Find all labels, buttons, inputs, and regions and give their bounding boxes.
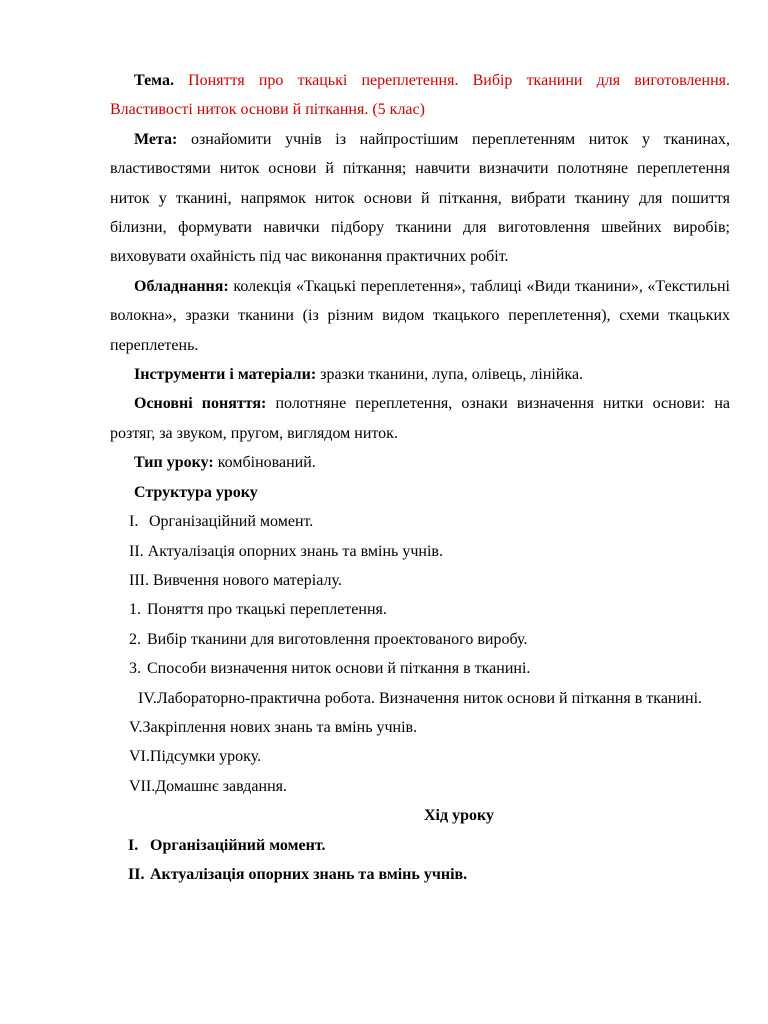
lesson-type-paragraph (110, 448, 730, 477)
progress-item-2: II. Актуалізація опорних знань та вмінь учнів. (128, 865, 468, 883)
topic-text: Поняття про ткацькі переплетення. Вибір тканини для виготовлення. Властивості ниток основи й піткання. (5 клас) (110, 72, 731, 119)
concepts-label: Основні поняття: (134, 395, 267, 413)
lesson-type-text: комбінований. (217, 454, 316, 472)
structure-item-1: I. Організаційний момент. (129, 513, 314, 531)
structure-item-7: VII.Домашнє завдання. (129, 777, 287, 795)
topic-label: Тема. (134, 72, 174, 89)
goal-paragraph (110, 125, 730, 272)
lesson-type-label: Тип уроку: (134, 454, 214, 472)
structure-item-2: II. Актуалізація опорних знань та вмінь учнів. (129, 542, 443, 560)
goal-label: Мета: (134, 130, 178, 148)
structure-item-6: VI.Підсумки уроку. (129, 748, 262, 766)
equipment-paragraph (110, 272, 730, 360)
goal-text: ознайомити учнів із найпростішим переплетенням ниток у тканинах, властивостями ниток основи й піткання; навчити визначити полотняне переплетення ниток у тканині, напрямок ниток основи й піткання, вибрати тканину для пошиття білизни, формувати навички підбору тканини для виготовлення швейних виробів; виховувати охайність під час виконання практичних робіт. (110, 130, 730, 266)
concepts-text: полотняне переплетення, ознаки визначення нитки основи: на розтяг, за звуком, пругом, виглядом ниток. (110, 395, 730, 442)
structure-heading: Структура уроку (134, 483, 258, 501)
structure-subitem-2: 2. Вибір тканини для виготовлення проектованого виробу. (129, 630, 528, 648)
structure-item-4: IV.Лабораторно-практична робота. Визначення ниток основи й піткання в тканині. (138, 689, 703, 707)
structure-subitem-3: 3. Способи визначення ниток основи й піткання в тканині. (129, 660, 531, 678)
tools-paragraph (110, 360, 730, 389)
structure-item-3: III. Вивчення нового матеріалу. (129, 571, 342, 589)
equipment-text: колекція «Ткацькі переплетення», таблиці «Види тканини», «Текстильні волокна», зразки тканини (із різним видом ткацького переплетення), схеми ткацьких переплетень. (110, 277, 731, 354)
document-page (110, 66, 730, 889)
concepts-paragraph (110, 389, 730, 448)
structure-subitem-1: 1. Поняття про ткацькі переплетення. (129, 601, 387, 619)
tools-label: Інструменти і матеріали: (134, 366, 317, 384)
tools-text: зразки тканини, лупа, олівець, лінійка. (320, 366, 584, 384)
equipment-label: Обладнання: (134, 277, 229, 295)
lesson-progress-heading: Хід уроку (424, 807, 494, 825)
progress-item-1: I. Організаційний момент. (128, 836, 326, 854)
topic-paragraph (110, 66, 730, 125)
structure-item-5: V.Закріплення нових знань та вмінь учнів. (129, 718, 418, 736)
